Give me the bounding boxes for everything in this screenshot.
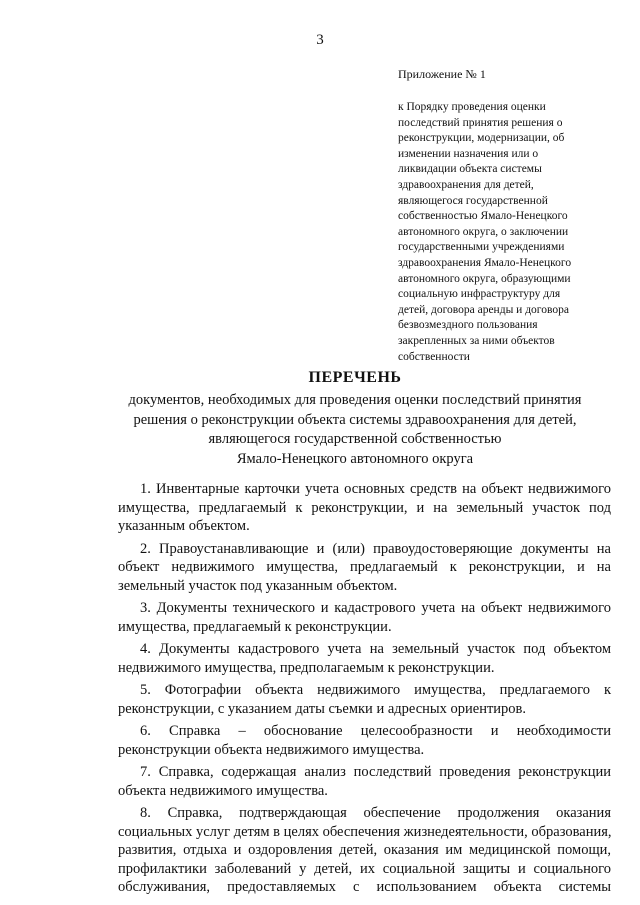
appendix-line: здравоохранения Ямало-Ненецкого xyxy=(398,256,572,269)
list-item-6 xyxy=(118,722,611,759)
item-line: указанным объектом. xyxy=(118,518,250,534)
item-line: 1. Инвентарные карточки учета основных средств на объект недвижимого xyxy=(140,481,611,497)
appendix-line: автономного округа, образующими xyxy=(398,272,571,285)
appendix-line: государственными учреждениями xyxy=(398,241,565,254)
appendix-line: закрепленных за ними объектов xyxy=(398,334,555,347)
item-line: имущества, предлагаемый к реконструкции. xyxy=(118,618,392,635)
list-item-2 xyxy=(118,540,611,596)
item-line: 3. Документы технического и кадастрового учета на объект недвижимого xyxy=(140,600,611,616)
appendix-line: последствий принятия решения о xyxy=(398,116,563,129)
item-line: 4. Документы кадастрового учета на земельный участок под объектом xyxy=(140,641,611,657)
item-line: 5. Фотографии объекта недвижимого имущества, предлагаемого к xyxy=(140,682,611,698)
item-line: обслуживания, предоставляемых с использованием объекта системы xyxy=(118,879,611,895)
item-line: объект недвижимого имущества, предлагаемый к реконструкции, и на xyxy=(118,559,611,575)
appendix-reference xyxy=(398,100,608,365)
appendix-line: собственностью Ямало-Ненецкого xyxy=(398,210,568,223)
subheading-line: документов, необходимых для проведения оценки последствий принятия xyxy=(128,392,582,408)
appendix-line: изменении назначения или о xyxy=(398,147,539,160)
appendix-line: являющегося государственной xyxy=(398,194,548,207)
appendix-title: Приложение № 1 xyxy=(398,67,486,81)
item-line: имущества, предлагаемый к реконструкции, и на земельный участок под xyxy=(118,499,611,516)
document-heading: ПЕРЕЧЕНЬ xyxy=(308,369,402,386)
item-line: социальных услуг детям в целях обеспечения жизнедеятельности, образования, xyxy=(118,823,612,840)
list-item-8 xyxy=(118,804,611,897)
list-item-1 xyxy=(118,480,611,536)
item-line: профилактики заболеваний у детей, их социальной защиты и социального xyxy=(118,860,611,877)
appendix-line: ликвидации объекта системы xyxy=(398,163,542,176)
appendix-line: к Порядку проведения оценки xyxy=(398,101,546,113)
page-number: 3 xyxy=(316,32,324,48)
appendix-line: здравоохранения для детей, xyxy=(398,178,534,191)
list-item-7 xyxy=(118,763,611,800)
list-item-4 xyxy=(118,640,611,677)
subheading-line: Ямало-Ненецкого автономного округа xyxy=(236,450,474,467)
item-line: недвижимого имущества, предполагаемым к реконструкции. xyxy=(118,659,495,676)
list-item-5 xyxy=(118,681,611,718)
appendix-line: реконструкции, модернизации, об xyxy=(398,132,565,145)
item-line: развития, отдыха и оздоровления детей, оказания им медицинской помощи, xyxy=(118,842,611,858)
appendix-line: безвозмездного пользования xyxy=(398,319,538,332)
item-line: земельный участок под указанным объектом. xyxy=(118,577,398,594)
list-item-3 xyxy=(118,599,611,636)
document-subheading xyxy=(0,391,640,469)
item-line: реконструкции, с указанием даты съемки и адресных ориентиров. xyxy=(118,700,527,717)
item-line: реконструкции объекта недвижимого имущества. xyxy=(118,741,425,758)
document-list xyxy=(118,480,611,901)
appendix-line: социальную инфраструктуру для xyxy=(398,288,561,301)
appendix-line: детей, договора аренды и договора xyxy=(398,303,569,316)
subheading-line: решения о реконструкции объекта системы здравоохранения для детей, xyxy=(133,411,577,428)
appendix-line: собственности xyxy=(398,350,470,363)
item-line: объекта недвижимого имущества. xyxy=(118,782,328,799)
appendix-line: автономного округа, о заключении xyxy=(398,225,569,238)
item-line: 7. Справка, содержащая анализ последствий проведения реконструкции xyxy=(140,764,611,780)
item-line: 2. Правоустанавливающие и (или) правоудостоверяющие документы на xyxy=(140,540,611,557)
subheading-line: являющегося государственной собственностью xyxy=(208,431,502,447)
item-line: 6. Справка – обоснование целесообразности и необходимости xyxy=(140,723,611,739)
item-line: 8. Справка, подтверждающая обеспечение продолжения оказания xyxy=(140,805,611,821)
